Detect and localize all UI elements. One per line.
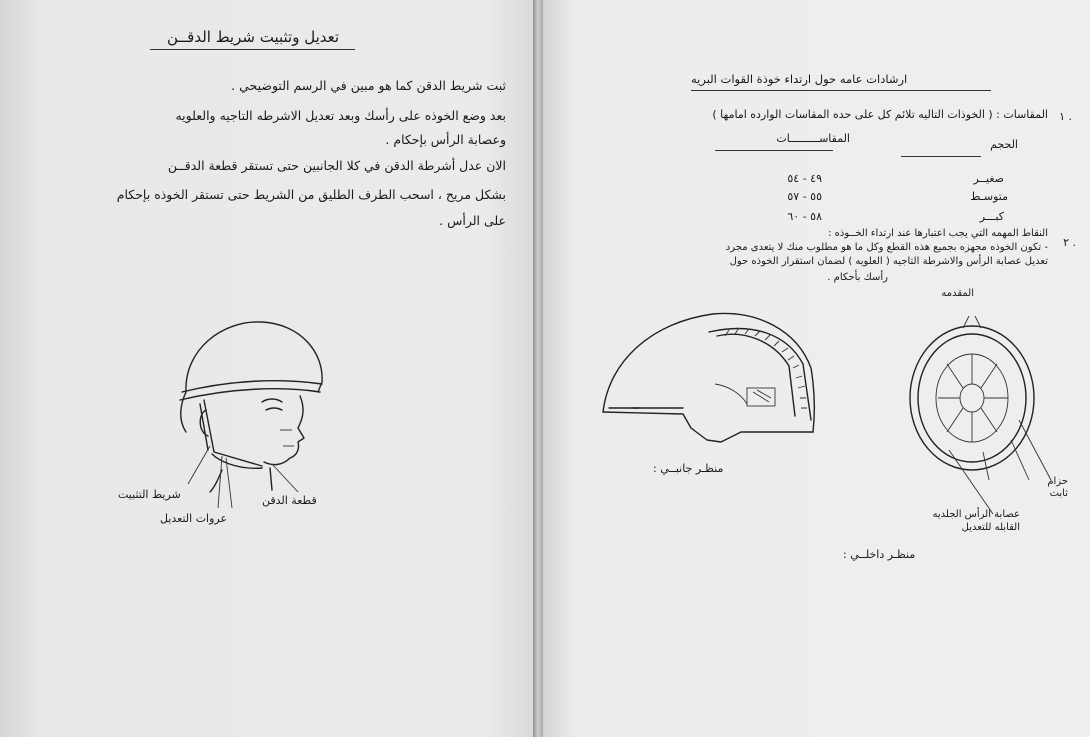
size-medium: متوسـط — [970, 190, 1008, 203]
item-1-text: المقاسات : ( الخوذات التاليه تلائم كل على حده المقاسات الوارده امامها ) — [712, 108, 1048, 121]
item-2-line-3: تعديل عصابة الرأس والاشرطة التاجيه ( العلويه ) لضمان استقرار الخوذه حول — [729, 256, 1048, 267]
item-2-line-1: النقاط المهمه التي يجب اعتبارها عند ارتداء الخــوذه : — [828, 228, 1048, 239]
general-instructions-title: ارشادات عامه حول ارتداء خوذة القوات البريه — [691, 72, 908, 86]
measure-large: ٥٨ - ٦٠ — [787, 210, 822, 223]
chin-piece-label: قطعة الدقن — [262, 494, 317, 507]
adjustable-headband-label: عصابة الرأس الجلديه القابله للتعديل — [932, 509, 1020, 533]
left-page — [0, 0, 536, 737]
item-2-line-2: - تكون الخوذه مجهزه بجميع هذه القطع وكل ما هو مطلوب منك لا يتعدى مجرد — [725, 242, 1048, 253]
right-page — [543, 0, 1090, 737]
table-header-measurements: المقاســـــــــات — [776, 132, 850, 145]
paragraph-line-1: ثبت شريط الدقن كما هو مبين في الرسم التوضيحي . — [231, 78, 506, 93]
measure-medium: ٥٥ - ٥٧ — [787, 190, 822, 203]
item-2-line-4: رأسك بأحكام . — [827, 272, 888, 283]
paragraph-line-2: بعد وضع الخوذه على رأسك وبعد تعديل الاشرطه التاجيه والعلويه — [175, 108, 506, 123]
table-header-size: الحجم — [990, 138, 1018, 151]
paragraph-line-6: على الرأس . — [439, 213, 506, 228]
helmet-inner-view-illustration — [543, 0, 1090, 737]
strap-label: شريط التثبيت — [118, 488, 181, 501]
adjust-loops-label: عروات التعديل — [160, 512, 228, 525]
helmet-head-illustration — [0, 0, 536, 737]
item-2-number: ٢ . — [1063, 236, 1076, 249]
size-small: صغيــر — [973, 172, 1004, 185]
fixed-belt-label: حزام ثابت — [1047, 476, 1068, 499]
measure-small: ٤٩ - ٥٤ — [787, 172, 822, 185]
item-1-number: ١ . — [1059, 110, 1072, 123]
side-view-label: منظـر جانبــي : — [653, 462, 724, 475]
front-label: المقدمه — [941, 288, 974, 299]
paragraph-line-4: الان عدل أشرطة الدقن في كلا الجانبين حتى تستقر قطعة الدقــن — [167, 158, 506, 173]
paragraph-line-3: وعصابة الرأس بإحكام . — [385, 132, 506, 147]
paragraph-line-5: بشكل مريح ، اسحب الطرف الطليق من الشريط حتى تستقر الخوذه بإحكام — [116, 187, 506, 202]
inner-view-label: منظـر داخلــي : — [843, 548, 916, 561]
size-large: كبـــر — [979, 210, 1004, 223]
chin-strap-title: تعديل وتثبيت شريط الدقــن — [166, 28, 340, 46]
